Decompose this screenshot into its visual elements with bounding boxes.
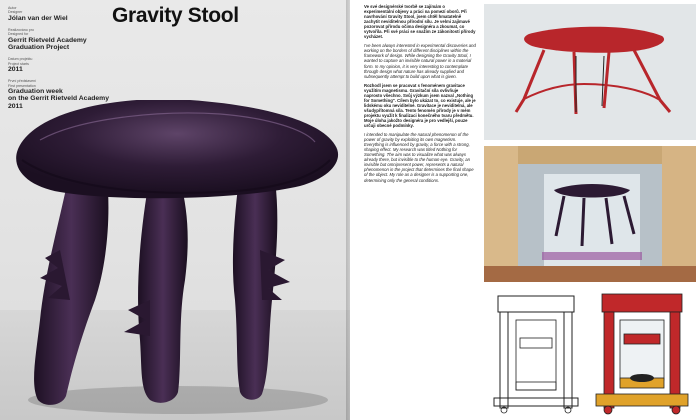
- meta-label: Realizováno pro Designed for: [8, 28, 34, 37]
- color-drawing: [590, 290, 694, 416]
- paragraph-czech-1: Ve své designérské tvorbě se zajímám o experimentální objevy a práci na pomezí oborů. Při navrhování Gravity Stool, jsem chtěl hmatatelně zachytit neviditelnou přírodní sílu. Je velmi zajímavé pozorovat přírodu očima designéra a zkoumat, co vytvořila. Při své práci se snažím ze zákonitostí přírody vycházet.: [364, 4, 476, 40]
- paragraph-english-2: I intended to manipulate the natural phenomenon of the power of gravity by exploiting its own magnetism. Everything is influenced by gravity, a force with a strong, shaping effect. My research was titled Nothing for Something. The aim was to visualize what was always already there, but invisible to the human eye. Gravity, an invisible but omnipresent power, represents a natural phenomenon in the project that determines the final shape of the object. My role as a designer is a supporting one, determining only the general conditions.: [364, 132, 474, 183]
- meta-value: 2011: [8, 66, 23, 73]
- meta-value: Jólan van der Wiel: [8, 14, 68, 22]
- page-title: Gravity Stool: [112, 4, 239, 27]
- paragraph-czech-2: Rozhodl jsem se pracovat s fenoménem gravitace využitím magnetismu. Gravitační síla ovlivňuje naprosto všechno. Svůj výzkum jsem nazval „Nothing for Something". Cílem bylo ukázat to, co existuje, ale je lidskému oku neviditelné. Gravitace je neviditelná, ale všudypřítomná síla. Tento fenomén přírody je v mém projektu využit k finalizaci konečného tvaru předmětu. Moje úloha jakožto designéra je pro vedlejší, pouze určuji obecné podmínky.: [364, 82, 476, 129]
- meta-project-start: [8, 57, 118, 73]
- meta-designed-for: [8, 28, 118, 51]
- red-sketch: [484, 4, 696, 140]
- meta-value: Graduation week on the Gerrit Rietveld Academy 2011: [8, 88, 109, 110]
- meta-designer: [8, 6, 118, 22]
- meta-label: Autor Designer: [8, 6, 23, 15]
- meta-value: Gerrit Rietveld Academy Graduation Project: [8, 36, 87, 51]
- meta-label: První představení First presentation: [8, 79, 37, 88]
- stool-photo: [0, 100, 350, 420]
- paragraph-english-1: I've been always interested in experimental discoveries and working on the borders of different disciplines within the framework of design. While designing the Gravity Stool, I wanted to capture an invisible natural power in a material form. In my opinion, it is very interesting to contemplate through design what nature has already supplied and subsequently attempt to build upon what is given.: [364, 43, 476, 79]
- right-page: [350, 0, 700, 420]
- meta-label: Datum projektu Project starts: [8, 57, 33, 66]
- body-text: [364, 4, 476, 187]
- machine-photo: [484, 146, 696, 282]
- line-drawing: [486, 290, 586, 416]
